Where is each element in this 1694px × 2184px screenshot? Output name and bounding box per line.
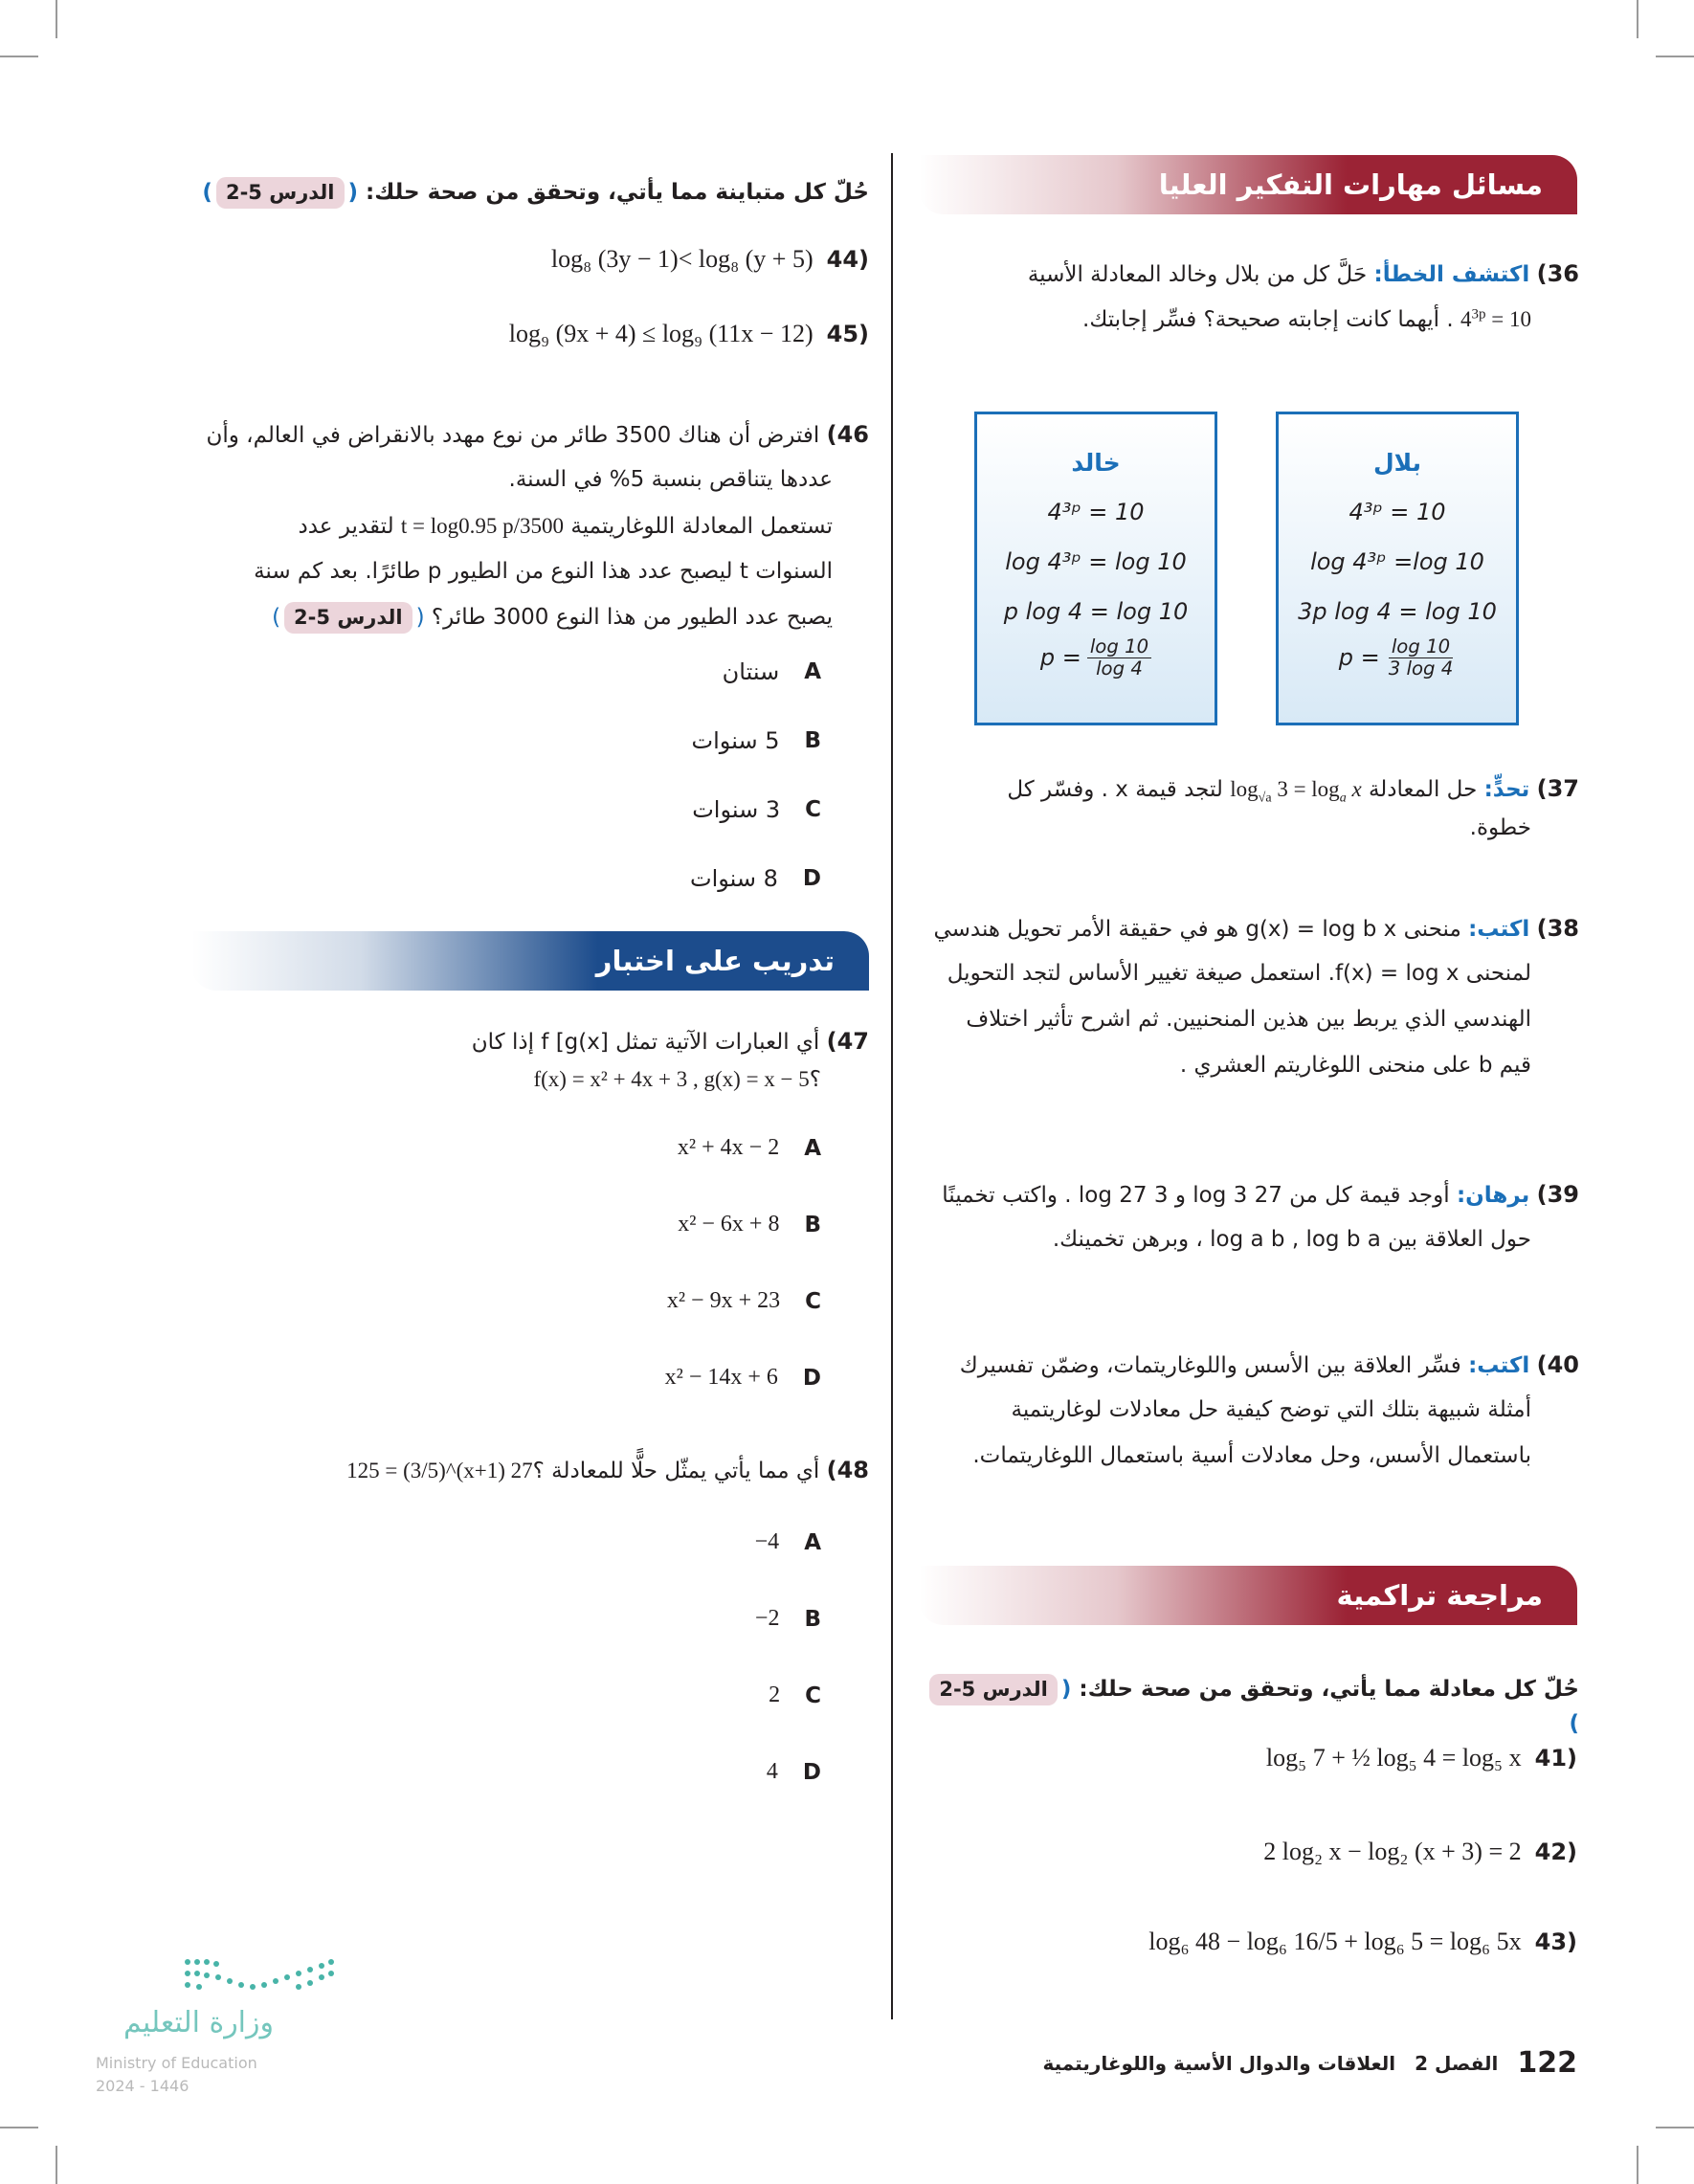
q36-equation: $4^{3p} = 10$ — [1460, 306, 1531, 331]
crop-mark — [1637, 0, 1638, 38]
ministry-name-ar: وزارة التعليم — [123, 2006, 274, 2039]
inequality-intro-text: حُلّ كل متباينة مما يأتي، وتحقق من صحة حلك: — [366, 180, 869, 205]
q48-option-letter: C — [805, 1683, 821, 1708]
khaled-numerator: log 10 — [1087, 636, 1151, 658]
bilal-line1: 4³ᵖ = 10 — [1349, 499, 1446, 525]
chapter-title: العلاقات والدوال الأسية واللوغاريتمية — [1042, 2051, 1396, 2075]
q48-option-text: −2 — [754, 1606, 780, 1631]
q47-line1 — [191, 1024, 869, 1060]
q42-equation: 2 log₂ x − log₂ (x + 3) = 2 — [1263, 1838, 1522, 1865]
q47-option-letter: A — [804, 1135, 821, 1161]
q46-option-letter: D — [802, 866, 821, 891]
q48-option-b[interactable] — [755, 1606, 821, 1632]
q37-text-a: حل المعادلة — [1368, 777, 1478, 802]
q39-line2: حول العلاقة بين log a b , log b a ، وبرهن تخمينك. — [1052, 1227, 1531, 1252]
q48-option-letter: B — [804, 1606, 821, 1632]
ministry-name-en: Ministry of Education — [96, 2054, 257, 2072]
q37-line2: خطوة. — [1469, 815, 1531, 840]
khaled-solution-box — [974, 412, 1217, 725]
crop-mark — [1656, 56, 1694, 57]
column-divider — [891, 153, 893, 2019]
q47-option-a[interactable] — [678, 1135, 821, 1161]
khaled-lhs: p = — [1039, 644, 1081, 672]
q42 — [1263, 1838, 1577, 1866]
q48-option-letter: A — [804, 1529, 821, 1555]
q36-line2 — [995, 302, 1531, 338]
q47-option-text: x² − 14x + 6 — [664, 1365, 778, 1390]
hots-banner — [919, 155, 1577, 214]
q47-text1: أي العبارات الآتية تمثل [f [g(x إذا كان — [471, 1030, 820, 1055]
q46-line4: السنوات t ليصبح عدد هذا النوع من الطيور p طائرًا. بعد كم سنة — [254, 559, 833, 584]
crop-mark — [56, 0, 57, 38]
q44-number: 44) — [826, 246, 869, 273]
q46-ref-badge: الدرس 5-2 — [284, 602, 412, 634]
q45-number: 45) — [826, 321, 869, 347]
q42-number: 42) — [1534, 1839, 1577, 1865]
q48-line1 — [191, 1453, 869, 1489]
khaled-line2: log 4³ᵖ = log 10 — [1005, 548, 1187, 575]
khaled-line4 — [977, 636, 1215, 679]
q43-number: 43) — [1534, 1928, 1577, 1955]
q46-option-letter: B — [804, 728, 821, 753]
q48-option-text: −4 — [754, 1529, 780, 1554]
khaled-name: خالد — [1071, 449, 1121, 477]
q46-option-c[interactable] — [692, 796, 821, 823]
q46-line3 — [191, 509, 833, 545]
review-intro — [919, 1673, 1579, 1741]
q46-option-d[interactable] — [690, 865, 821, 892]
crop-mark — [56, 2146, 57, 2184]
q44-equation: log₈ (3y − 1)< log₈ (y + 5) — [550, 245, 814, 273]
review-ref-badge: الدرس 5-2 — [929, 1674, 1058, 1705]
q46-option-text: 3 سنوات — [692, 796, 781, 823]
q46-option-text: 8 سنوات — [689, 865, 778, 892]
q40-line2: أمثلة شبيهة بتلك التي توضح كيفية حل معادلات لوغاريتمية — [1011, 1397, 1531, 1422]
chapter-label: الفصل 2 — [1415, 2051, 1499, 2075]
q45-equation: log₉ (9x + 4) ≤ log₉ (11x − 12) — [508, 320, 814, 347]
q38-line4: قيم b على منحنى اللوغاريتم العشري . — [1179, 1053, 1531, 1078]
bilal-denominator: 3 log 4 — [1388, 657, 1454, 680]
q48-option-letter: D — [802, 1759, 821, 1785]
q41-equation: log₅ 7 + ½ log₅ 4 = log₅ x — [1265, 1744, 1522, 1772]
q36-line1 — [995, 256, 1579, 293]
q47-option-text: x² − 6x + 8 — [678, 1212, 780, 1237]
bilal-line3: 3p log 4 = log 10 — [1298, 598, 1497, 625]
q40-number: 40) — [1536, 1351, 1579, 1378]
q46-option-text: 5 سنوات — [691, 727, 780, 754]
q39-line1 — [909, 1177, 1579, 1214]
q46-option-b[interactable] — [692, 727, 821, 754]
hots-title: مسائل مهارات التفكير العليا — [1158, 168, 1543, 201]
bilal-fraction — [1386, 636, 1457, 679]
crop-mark — [0, 2127, 38, 2128]
q41 — [1266, 1744, 1577, 1772]
test-prep-banner — [191, 931, 869, 991]
q48-number: 48) — [826, 1457, 869, 1483]
q40-text1: فسِّر العلاقة بين الأسس واللوغاريتمات، وضمّن تفسيرك — [959, 1353, 1461, 1378]
q48-option-a[interactable] — [755, 1529, 821, 1555]
bilal-numerator: log 10 — [1389, 636, 1453, 658]
crop-mark — [1637, 2146, 1638, 2184]
q39-text1: أوجد قيمة كل من log 3 27 و log 27 3 . واكتب تخمينًا — [942, 1183, 1450, 1208]
page-footer — [1042, 2046, 1577, 2080]
q48-equation: 125 = (3/5)^(x+1) 27؟ — [346, 1459, 545, 1482]
test-prep-title: تدريب على اختبار — [595, 945, 835, 977]
q47-line2: f(x) = x² + 4x + 3 , g(x) = x − 5؟ — [533, 1067, 821, 1091]
q46-equation: t = log0.95 p/3500 — [400, 514, 565, 538]
q41-number: 41) — [1534, 1745, 1577, 1772]
q48-option-d[interactable] — [767, 1759, 821, 1785]
review-intro-text: حُلّ كل معادلة مما يأتي، وتحقق من صحة حلك: — [1079, 1677, 1579, 1702]
q39-label: برهان: — [1456, 1183, 1530, 1208]
q46-line5 — [191, 601, 833, 635]
page-number: 122 — [1517, 2046, 1577, 2080]
q48-text: أي مما يأتي يمثّل حلًّا للمعادلة — [551, 1459, 820, 1483]
inequality-ref: (الدرس 5-2) — [202, 180, 358, 205]
q46-ref: (الدرس 5-2) — [272, 605, 425, 630]
bilal-line2: log 4³ᵖ =log 10 — [1310, 548, 1484, 575]
q46-option-letter: C — [805, 797, 821, 822]
q40-line1 — [909, 1348, 1579, 1384]
ministry-logo-dots — [178, 1952, 341, 2000]
inequality-ref-badge: الدرس 5-2 — [216, 177, 345, 209]
q47-option-letter: C — [805, 1288, 821, 1314]
q37-line1 — [919, 771, 1579, 809]
q38-line2: لمنحنى f(x) = log x. استعمل صيغة تغيير الأساس لتجد التحويل — [947, 961, 1531, 986]
q43-equation: log₆ 48 − log₆ 16/5 + log₆ 5 = log₆ 5x — [1148, 1928, 1522, 1955]
q46-text3a: تستعمل المعادلة اللوغاريتمية — [570, 514, 833, 539]
q38-label: اكتب: — [1468, 917, 1530, 942]
khaled-denominator: log 4 — [1096, 657, 1143, 680]
q38-line1 — [909, 911, 1579, 947]
q38-line3: الهندسي الذي يربط بين هذين المنحنيين. ثم اشرح تأثير اختلاف — [966, 1007, 1531, 1032]
q36-text2: . أيهما كانت إجابته صحيحة؟ فسِّر إجابتك. — [1082, 307, 1454, 332]
q37-label: تحدٍّ: — [1483, 777, 1530, 802]
bilal-line4 — [1279, 636, 1516, 679]
q47-option-d[interactable] — [665, 1365, 821, 1391]
q38-text1: منحنى g(x) = log b x هو في حقيقة الأمر تحويل هندسي — [933, 917, 1461, 942]
q48-option-text: 2 — [769, 1683, 781, 1707]
q46-text1: افترض أن هناك 3500 طائر من نوع مهدد بالانقراض في العالم، وأن — [206, 423, 820, 448]
q44 — [551, 245, 869, 274]
q36-label: اكتشف الخطأ: — [1373, 262, 1530, 287]
q46-number: 46) — [826, 421, 869, 448]
bilal-solution-box — [1276, 412, 1519, 725]
q48-option-text: 4 — [766, 1759, 778, 1784]
q37-text-b: لتجد قيمة x . وفسّر كل — [1007, 777, 1223, 802]
khaled-line3: p log 4 = log 10 — [1003, 598, 1189, 625]
inequality-intro — [191, 176, 869, 211]
q45 — [509, 320, 869, 348]
q47-option-text: x² − 9x + 23 — [666, 1288, 781, 1313]
q40-label: اكتب: — [1468, 1353, 1530, 1378]
khaled-fraction — [1087, 636, 1151, 679]
q46-option-letter: A — [804, 659, 821, 684]
q36-number: 36) — [1536, 260, 1579, 287]
q46-text3b: لتقدير عدد — [298, 514, 394, 539]
q46-line1 — [191, 417, 869, 454]
q37-number: 37) — [1536, 775, 1579, 802]
bilal-name: بلال — [1372, 449, 1422, 477]
review-title: مراجعة تراكمية — [1336, 1579, 1543, 1612]
q37-equation: $\log_{√a} 3 = \log_a x$ — [1230, 777, 1362, 806]
q48-option-c[interactable] — [769, 1683, 821, 1708]
review-banner — [919, 1566, 1577, 1625]
khaled-line1: 4³ᵖ = 10 — [1047, 499, 1145, 525]
q47-option-b[interactable] — [678, 1212, 821, 1237]
q40-line3: باستعمال الأسس، وحل معادلات أسية باستعمال اللوغاريتمات. — [972, 1443, 1531, 1468]
crop-mark — [1656, 2127, 1694, 2128]
q38-number: 38) — [1536, 915, 1579, 942]
q46-text5: يصبح عدد الطيور من هذا النوع 3000 طائر؟ — [431, 605, 833, 630]
q47-option-letter: B — [804, 1212, 821, 1237]
review-ref: (الدرس 5-2) — [925, 1677, 1579, 1736]
q46-line2: عددها يتناقص بنسبة 5% في السنة. — [508, 467, 833, 492]
q46-option-a[interactable] — [723, 658, 821, 685]
q47-number: 47) — [826, 1028, 869, 1055]
q46-option-text: سنتان — [722, 658, 780, 685]
q47-option-c[interactable] — [667, 1288, 821, 1314]
crop-mark — [0, 56, 38, 57]
q47-option-text: x² + 4x − 2 — [677, 1135, 780, 1160]
edition-year: 2024 - 1446 — [96, 2077, 189, 2095]
q39-number: 39) — [1536, 1181, 1579, 1208]
q47-option-letter: D — [802, 1365, 821, 1391]
q43 — [1148, 1928, 1577, 1956]
bilal-lhs: p = — [1338, 644, 1380, 672]
q36-text1: حَلَّ كل من بلال وخالد المعادلة الأسية — [1027, 262, 1368, 287]
